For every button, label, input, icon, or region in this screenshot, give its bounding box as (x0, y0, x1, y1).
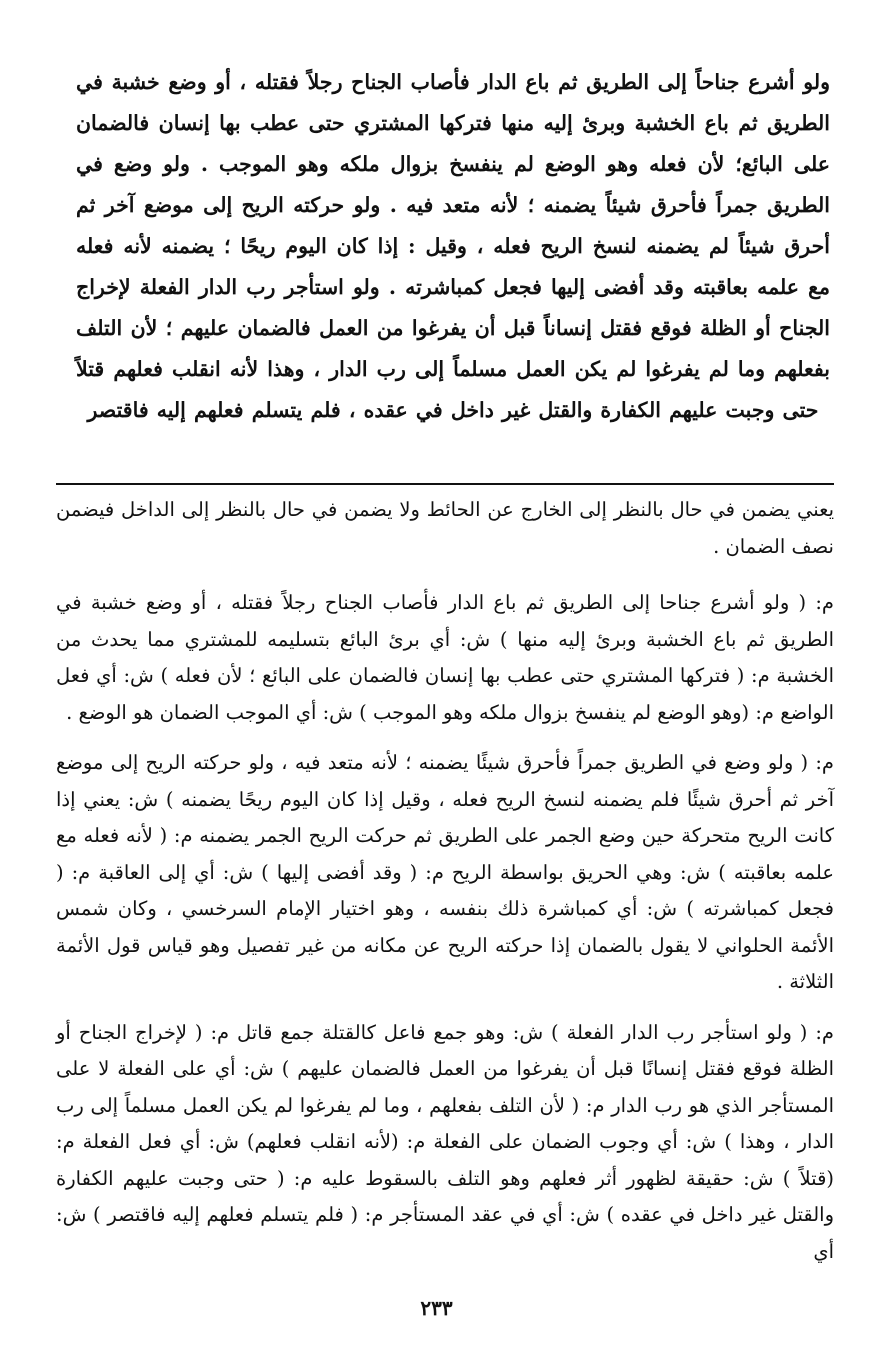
main-text-block: ولو أشرع جناحاً إلى الطريق ثم باع الدار فأصاب الجناح رجلاً فقتله ، أو وضع خشبة في الطريق ثم باع الخشبة وبرئ إليه منها فتركها المشتري حتى عطب بها إنسان فالضمان على البائع؛ لأن فعله وهو الوضع لم ينفسخ بزوال ملكه وهو الموجب . ولو وضع في الطريق جمراً فأحرق شيئاً يضمنه ؛ لأنه متعد فيه . ولو حركته الريح إلى موضع آخر ثم أحرق شيئاً لم يضمنه لنسخ الريح فعله ، وقيل : إذا كان اليوم ريحًا ؛ يضمنه لأنه فعله مع علمه بعاقبته وقد أفضى إليها فجعل كمباشرته . ولو استأجر رب الدار الفعلة لإخراج الجناح أو الظلة فوقع فقتل إنساناً قبل أن يفرغوا من العمل فالضمان عليهم ؛ لأن التلف بفعلهم وما لم يفرغوا لم يكن العمل مسلماً إلى رب الدار ، وهذا لأنه انقلب فعلهم قتلاً حتى وجبت عليهم الكفارة والقتل غير داخل في عقده ، فلم يتسلم فعلهم إليه فاقتصر (76, 70, 830, 422)
footnote-divider (56, 483, 834, 485)
commentary-paragraph-1: يعني يضمن في حال بالنظر إلى الخارج عن الحائط ولا يضمن في حال بالنظر إلى الداخل فيضمن نصف الضمان . (56, 498, 834, 558)
commentary-paragraph-3: م: ( ولو وضع في الطريق جمراً فأحرق شيئًا يضمنه ؛ لأنه متعد فيه ، ولو حركته الريح إلى موضع آخر ثم أحرق شيئًا فلم يضمنه لنسخ الريح فعله ، وقيل إذا كان اليوم ريحًا يضمنه ) ش: يعني إذا كانت الريح متحركة حين وضع الجمر على الطريق ثم حركت الريح الجمر يضمنه م: ( لأنه فعله مع علمه بعاقبته ) ش: وهي الحريق بواسطة الريح م: ( وقد أفضى إليها ) ش: أي إلى العاقبة م: ( فجعل كمباشرته ) ش: أي كمباشرة ذلك بنفسه ، وهو اختيار الإمام السرخسي ، وكان شمس الأئمة الحلواني لا يقول بالضمان إذا حركته الريح عن مكانه من غير تفصيل وهو قياس قول الأئمة الثلاثة . (56, 751, 834, 993)
page-number: ٢٣٣ (420, 1296, 453, 1320)
commentary-block (56, 492, 834, 1284)
commentary-paragraph-4: م: ( ولو استأجر رب الدار الفعلة ) ش: وهو جمع فاعل كالقتلة جمع قاتل م: ( لإخراج الجناح أو الظلة فوقع فقتل إنسانًا قبل أن يفرغوا من العمل فالضمان عليهم ) ش: أي على الفعلة لا على المستأجر الذي هو رب الدار م: ( لأن التلف بفعلهم ، وما لم يفرغوا لم يكن العمل مسلماً إلى رب الدار ، وهذا ) ش: أي وجوب الضمان على الفعلة م: (لأنه انقلب فعلهم) ش: أي فعل الفعلة م: (قتلاً ) ش: حقيقة لظهور أثر فعلهم وهو التلف بالسقوط عليه م: ( حتى وجبت عليهم الكفارة والقتل غير داخل في عقده ) ش: أي في عقد المستأجر م: ( فلم يتسلم فعلهم إليه فاقتصر ) ش: أي (56, 1020, 834, 1263)
commentary-paragraph-2: م: ( ولو أشرع جناحا إلى الطريق ثم باع الدار فأصاب الجناح رجلاً فقتله ، أو وضع خشبة في الطريق ثم باع الخشبة وبرئ إليه منها ) ش: أي برئ البائع بتسليمه للمشتري مما يحدث من الخشبة م: ( فتركها المشتري حتى عطب بها إنسان فالضمان على البائع ؛ لأن فعله ) ش: أي فعل الواضع م: (وهو الوضع لم ينفسخ بزوال ملكه وهو الموجب ) ش: أي الموجب الضمان هو الوضع . (56, 591, 834, 724)
